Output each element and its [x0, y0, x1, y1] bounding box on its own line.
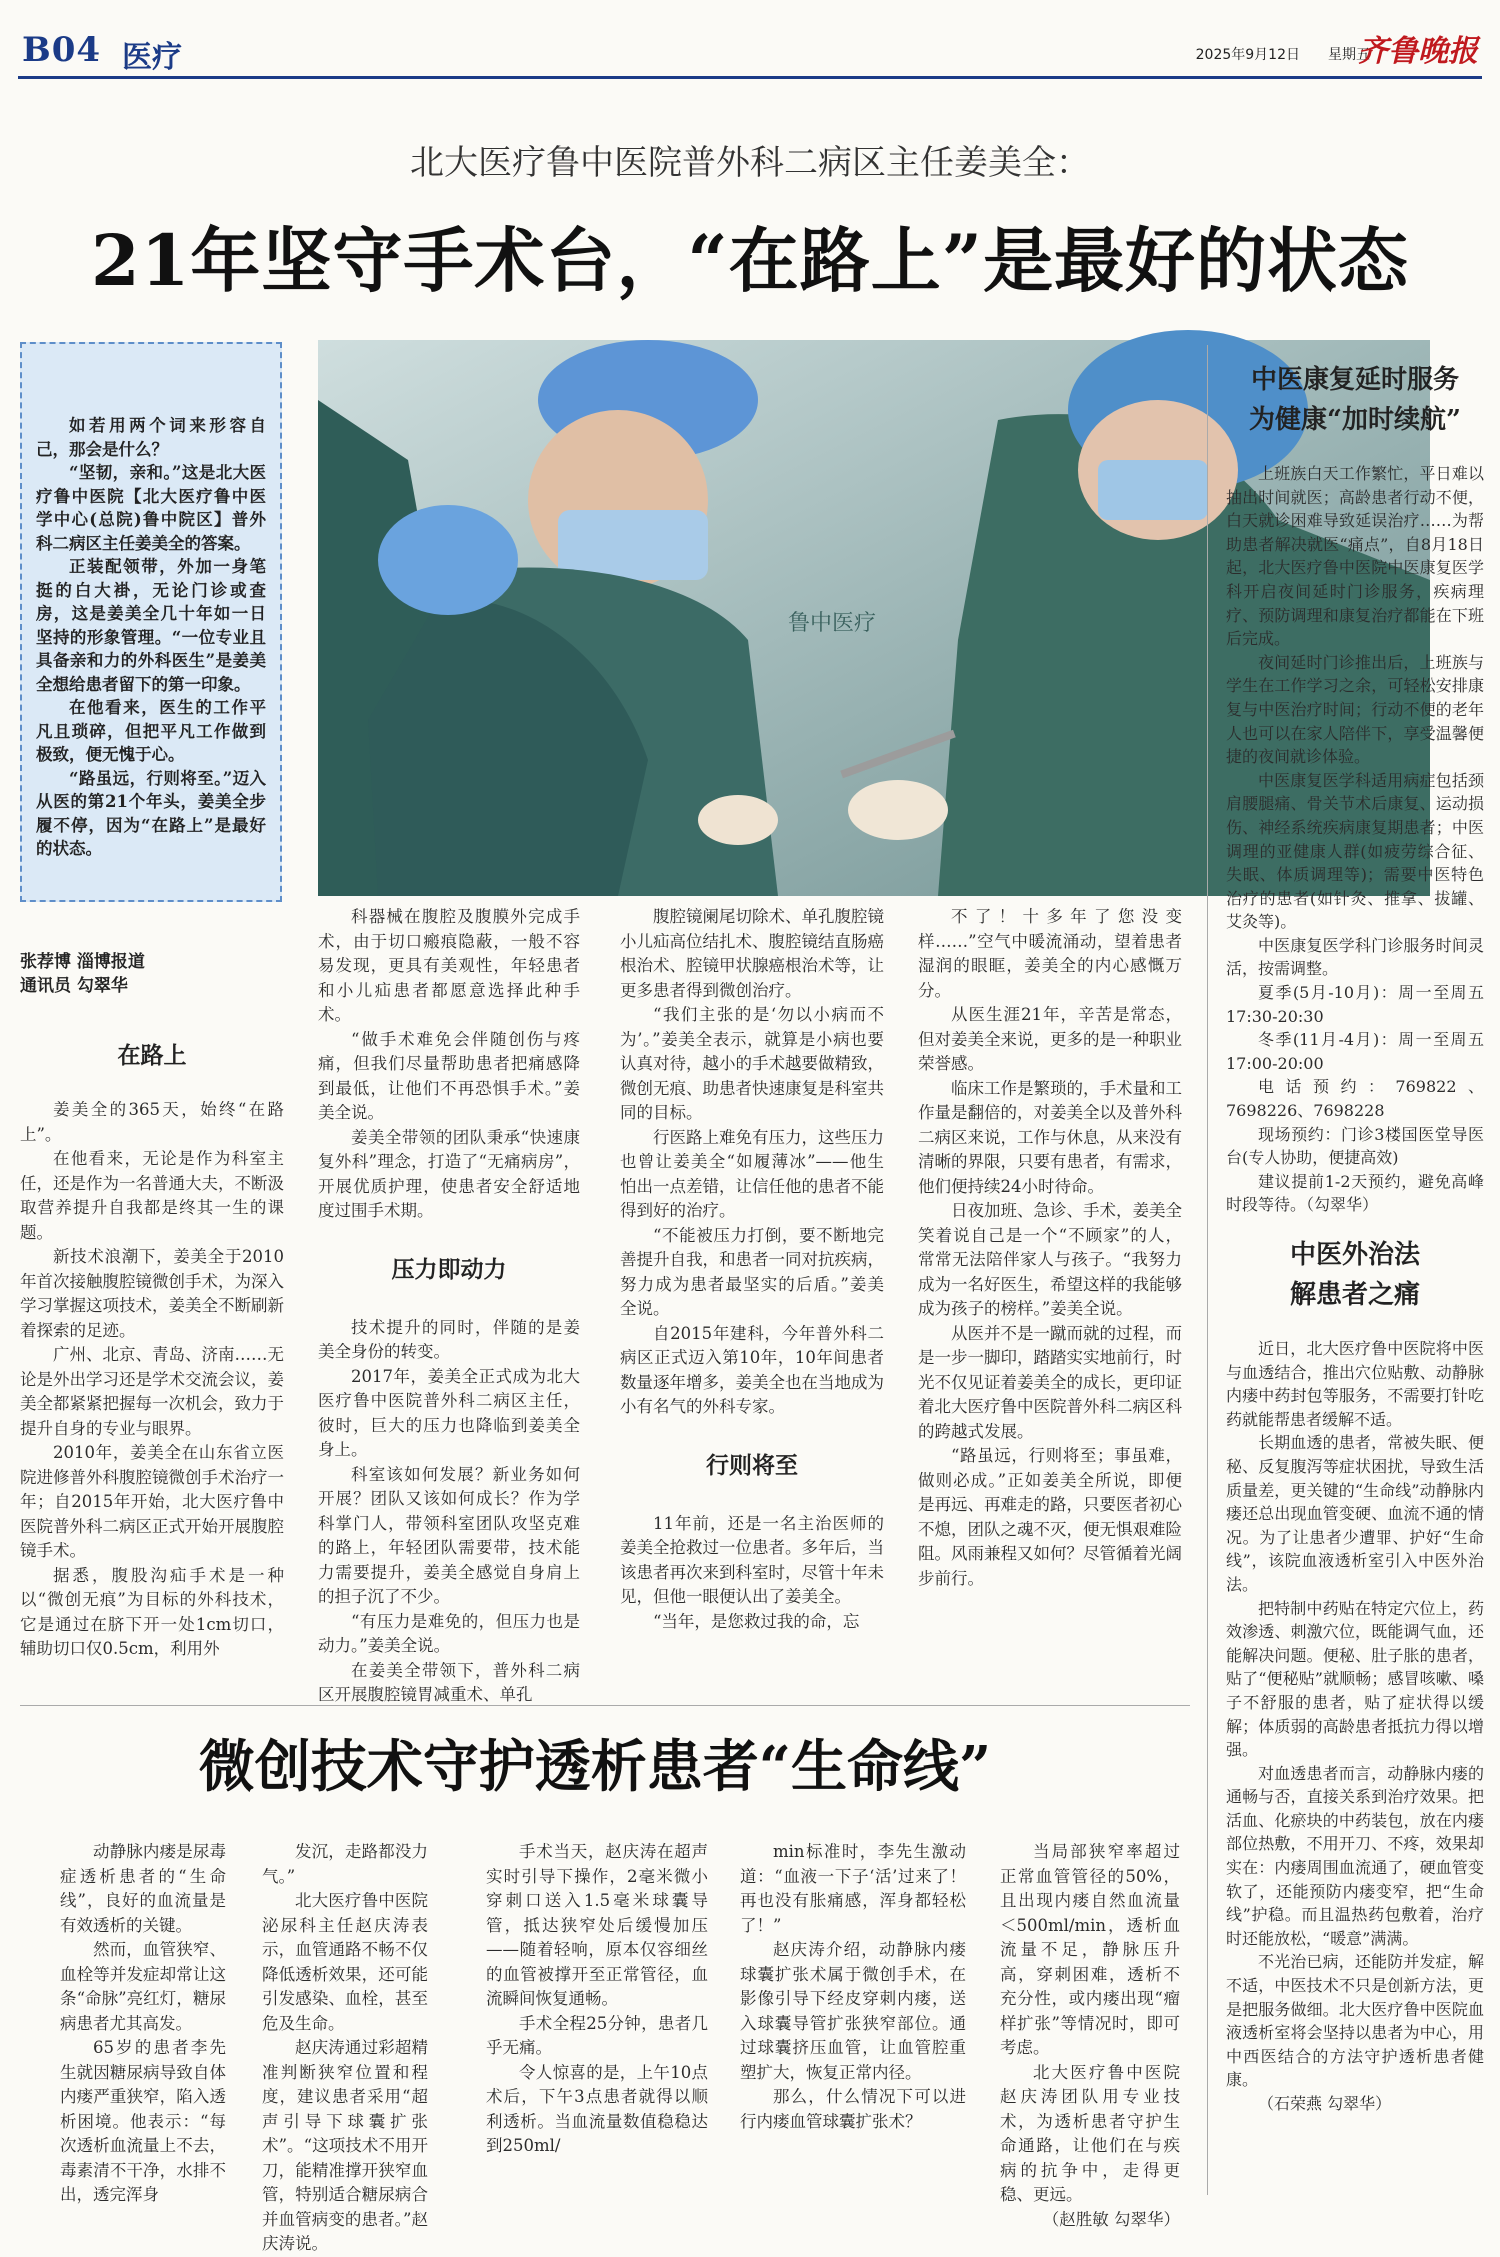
paragraph: 姜美全带领的团队秉承“快速康复外科”理念，打造了“无痛病房”，开展优质护理，使患者安全舒适地度过围手术期。 — [318, 1127, 580, 1220]
paragraph: （石荣燕 勾翠华） — [1258, 2094, 1392, 2113]
article1-column-4 — [918, 905, 1182, 1591]
paragraph: “坚韧，亲和。”这是北大医疗鲁中医院【北大医疗鲁中医学中心(总院)鲁中院区】普外科二病区主任姜美全的答案。 — [36, 463, 266, 553]
paragraph: 腹腔镜阑尾切除术、单孔腹腔镜小儿疝高位结扎术、腹腔镜结直肠癌根治术、腔镜甲状腺癌根治术等，让更多患者得到微创治疗。 — [620, 907, 884, 1000]
paragraph: 现场预约：门诊3楼国医堂导医台(专人协助，便捷高效) — [1226, 1124, 1484, 1168]
paragraph: “做手术难免会伴随创伤与疼痛，但我们尽量帮助患者把痛感降到最低，让他们不再恐惧手术。”姜美全说。 — [318, 1029, 580, 1122]
sidebar-story-2 — [1226, 1235, 1484, 2116]
page-number: B04 — [22, 30, 102, 70]
paragraph: 不光治已病，还能防并发症，解不适，中医技术不只是创新方法，更是把服务做细。北大医疗鲁中医院血液透析室将会坚持以患者为中心，用中西医结合的方法守护透析患者健康。 — [1226, 1952, 1484, 2090]
issue-date: 2025年9月12日 — [1195, 47, 1300, 63]
paragraph: 动静脉内瘘是尿毒症透析患者的“生命线”，良好的血流量是有效透析的关键。 — [60, 1842, 226, 1935]
paragraph: “有压力是难免的，但压力也是动力。”姜美全说。 — [318, 1611, 580, 1655]
sidebar-title-1-line-2: 为健康“加时续航” — [1249, 405, 1461, 435]
paragraph: 行医路上难免有压力，这些压力也曾让姜美全“如履薄冰”——他生怕出一点差错，让信任他的患者不能得到好的治疗。 — [620, 1127, 884, 1220]
issue-weekday: 星期五 — [1328, 47, 1370, 63]
article2-column-5 — [1000, 1840, 1180, 2232]
paragraph: 当局部狭窄率超过正常血管管径的50%，且出现内瘘自然血流量＜500ml/min，透析血流量不足，静脉压升高，穿刺困难，透析不充分性，或内瘘出现“瘤样扩张”等情况时，即可考虑。 — [1000, 1842, 1180, 2057]
paragraph: 11年前，还是一名主治医师的姜美全抢救过一位患者。多年后，当该患者再次来到科室时，尽管十年未见，但他一眼便认出了姜美全。 — [620, 1513, 884, 1606]
article1-col3a-text — [620, 905, 884, 1420]
sidebar-title-2-line-1: 中医外治法 — [1289, 1240, 1420, 1270]
paragraph: 自2015年建科，今年普外科二病区正式迈入第10年，10年间患者数量逐年增多，姜美全也在当地成为小有名气的外科专家。 — [620, 1323, 884, 1416]
paragraph: 临床工作是繁琐的，手术量和工作量是翻倍的，对姜美全以及普外科二病区来说，工作与休息，从来没有清晰的界限，只要有患者，有需求，他们便持续24小时待命。 — [918, 1078, 1182, 1196]
paragraph: 不了！十多年了您没变样……”空气中暖流涌动，望着患者湿润的眼眶，姜美全的内心感慨万分。 — [918, 907, 1182, 1000]
paragraph: 日夜加班、急诊、手术，姜美全笑着说自己是一个“不顾家”的人，常常无法陪伴家人与孩子。“我努力成为一名好医生，希望这样的我能够成为孩子的榜样。”姜美全说。 — [918, 1201, 1182, 1318]
paragraph: 手术全程25分钟，患者几乎无痛。 — [486, 2013, 708, 2057]
paragraph: “路虽远，行则将至。”迈入从医的第21个年头，姜美全步履不停，因为“在路上”是最好的状态。 — [36, 768, 266, 858]
paragraph: “当年，是您救过我的命，忘 — [653, 1611, 860, 1631]
paragraph: 姜美全的365天，始终“在路上”。 — [20, 1100, 284, 1144]
sidebar-2-text — [1226, 1337, 1484, 2116]
paragraph: 中医康复医学科门诊服务时间灵活，按需调整。 — [1226, 935, 1484, 979]
paragraph: 把特制中药贴在特定穴位上，药效渗透、刺激穴位，既能调气血，还能解决问题。便秘、肚子胀的患者，贴了“便秘贴”就顺畅；感冒咳嗽、嗓子不舒服的患者，贴了症状得以缓解；体质弱的高龄患者抵抗力得以增强。 — [1226, 1598, 1484, 1760]
article2-col2-text — [262, 1840, 428, 2257]
paragraph: 赵庆涛通过彩超精准判断狭窄位置和程度，建议患者采用“超声引导下球囊扩张术”。“这项技术不用开刀，能精准撑开狭窄血管，特别适合糖尿病合并血管病变的患者。”赵庆涛说。 — [262, 2038, 428, 2253]
paragraph: 新技术浪潮下，姜美全于2010年首次接触腹腔镜微创手术，为深入学习掌握这项技术，姜美全不断刷新着探索的足迹。 — [20, 1247, 284, 1340]
paragraph: 上班族白天工作繁忙，平日难以抽出时间就医；高龄患者行动不便，白天就诊困难导致延误治疗……为帮助患者解决就医“痛点”，自8月18日起，北大医疗鲁中医院中医康复医学科开启夜间延时门诊服务，疾病理疗、预防调理和康复治疗都能在下班后完成。 — [1226, 464, 1484, 649]
article1-column-1 — [20, 1040, 284, 1662]
lead-text — [36, 414, 266, 861]
article2-column-3 — [486, 1840, 708, 2159]
header-rule — [18, 76, 1482, 79]
sidebar-title-2-line-2: 解患者之痛 — [1289, 1280, 1420, 1310]
sidebar-title-1 — [1226, 360, 1484, 440]
subheading-on-the-road: 在路上 — [117, 1042, 187, 1069]
article1-col3b-text — [620, 1512, 884, 1635]
paragraph: “不能被压力打倒，要不断地完善提升自我，和患者一同对抗疾病，努力成为患者最坚实的后盾。”姜美全说。 — [620, 1225, 884, 1318]
paragraph: 赵庆涛介绍，动静脉内瘘球囊扩张术属于微创手术，在影像引导下经皮穿刺内瘘，送入球囊导管扩张狭窄部位。通过球囊挤压血管，让血管腔重塑扩大，恢复正常内径。 — [740, 1940, 966, 2082]
subheading-keep-going: 行则将至 — [706, 1451, 798, 1479]
paragraph: 在他看来，医生的工作平凡且琐碎，但把平凡工作做到极致，便无愧于心。 — [36, 698, 266, 764]
paragraph: 如若用两个词来形容自己，那会是什么？ — [36, 416, 266, 459]
article2-col1-text — [60, 1840, 226, 2208]
article2-top-rule — [20, 1705, 1190, 1706]
paragraph: 夏季(5月-10月)：周一至周五17:30-20:30 — [1226, 983, 1484, 1026]
paragraph: 2017年，姜美全正式成为北大医疗鲁中医院普外科二病区主任，彼时，巨大的压力也降临到姜美全身上。 — [318, 1366, 580, 1459]
article1-col2b-text — [318, 1316, 580, 1708]
article2-column-1 — [60, 1840, 226, 2208]
article1-col2a-text — [318, 905, 580, 1224]
paragraph: 电话预约：769822、7698226、7698228 — [1226, 1077, 1484, 1121]
paragraph: 长期血透的患者，常被失眠、便秘、反复腹泻等症状困扰，导致生活质量差，更关键的“生命线”动静脉内瘘还总出现血管变硬、血流不通的情况。为了让患者少遭罪、护好“生命线”，该院血液透析室引入中医外治法。 — [1226, 1433, 1484, 1594]
sidebar-story-1 — [1226, 360, 1484, 1217]
paragraph: 据悉，腹股沟疝手术是一种以“微创无痕”为目标的外科技术，它是通过在脐下开一处1cm切口，辅助切口仅0.5cm，利用外 — [20, 1565, 284, 1658]
article-kicker: 北大医疗鲁中医院普外科二病区主任姜美全： — [410, 143, 1090, 183]
article2-col5-text — [1000, 1840, 1180, 2208]
lead-box — [20, 342, 282, 902]
paragraph: 对血透患者而言，动静脉内瘘的通畅与否，直接关系到治疗效果。把活血、化瘀块的中药装包，放在内瘘部位热敷，不用开刀、不疼，效果却实在：内瘘周围血流通了，硬血管变软了，还能预防内瘘变窄，把“生命线”护稳。而且温热药包敷着，治疗时还能放松，“暖意”满满。 — [1226, 1763, 1484, 1948]
paragraph: 科室该如何发展？新业务如何开展？团队又该如何成长？作为学科掌门人，带领科室团队攻坚克难的路上，年轻团队需要带，技术能力需要提升，姜美全感觉自身肩上的担子沉了不少。 — [318, 1464, 580, 1606]
paragraph: 夜间延时门诊推出后，上班族与学生在工作学习之余，可轻松安排康复与中医治疗时间；行动不便的老年人也可以在家人陪伴下，享受温馨便捷的夜间就诊体验。 — [1226, 652, 1484, 767]
paragraph: 建议提前1-2天预约，避免高峰时段等待。（勾翠华） — [1226, 1171, 1484, 1215]
paragraph: “路虽远，行则将至；事虽难，做则必成。”正如姜美全所说，即便是再远、再难走的路，只要医者初心不熄，团队之魂不灭，便无惧艰难险阻。风雨兼程又如何？尽管循着光阔步前行。 — [918, 1446, 1182, 1588]
paragraph: 中医康复医学科适用病症包括颈肩腰腿痛、骨关节术后康复、运动损伤、神经系统疾病康复期患者；中医调理的亚健康人群(如疲劳综合征、失眠、体质调理等)；需要中医特色治疗的患者(如针灸、推拿、拔罐、艾灸等)。 — [1226, 770, 1484, 932]
article2-headline: 微创技术守护透析患者“生命线” — [198, 1734, 992, 1800]
paragraph: 科器械在腹腔及腹膜外完成手术，由于切口瘢痕隐蔽，一般不容易发现，更具有美观性，年轻患者和小儿疝患者都愿意选择此种手术。 — [318, 907, 580, 1024]
article1-col1-text — [20, 1098, 284, 1662]
paragraph: 2010年，姜美全在山东省立医院进修普外科腹腔镜微创手术治疗一年；自2015年开始，北大医疗鲁中医院普外科二病区正式开始开展腹腔镜手术。 — [20, 1443, 284, 1560]
photo-gown-text: 鲁中医疗 — [788, 611, 877, 636]
paragraph: 广州、北京、青岛、济南……无论是外出学习还是学术交流会议，姜美全都紧紧把握每一次机会，致力于提升自身的专业与眼界。 — [20, 1345, 284, 1438]
paragraph: 然而，血管狭窄、血栓等并发症却常让这条“命脉”亮红灯，糖尿病患者尤其高发。 — [60, 1940, 226, 2033]
paragraph: min标准时，李先生激动道：“血液一下子‘活’过来了！再也没有胀痛感，浑身都轻松了！” — [740, 1842, 966, 1935]
paragraph: 那么，什么情况下可以进行内瘘血管球囊扩张术？ — [740, 2087, 966, 2131]
article1-column-3 — [620, 905, 884, 1634]
brand-logo: 齐鲁晚报 — [1358, 34, 1478, 69]
byline — [20, 950, 145, 998]
article-headline: 21年坚守手术台，“在路上”是最好的状态 — [91, 219, 1409, 302]
paragraph: 北大医疗鲁中医院泌尿科主任赵庆涛表示，血管通路不畅不仅降低透析效果，还可能引发感染、血栓，甚至危及生命。 — [262, 1891, 428, 2033]
byline-reporter: 张荐博 淄博报道 — [20, 952, 145, 972]
paragraph: 冬季(11月-4月)：周一至周五17:00-20:00 — [1226, 1030, 1484, 1073]
sidebar-title-2 — [1226, 1235, 1484, 1315]
article1-column-2 — [318, 905, 580, 1708]
subheading-pressure: 压力即动力 — [391, 1255, 507, 1283]
paragraph: 从医生涯21年，辛苦是常态，但对姜美全来说，更多的是一种职业荣誉感。 — [918, 1005, 1182, 1073]
paragraph: 近日，北大医疗鲁中医院将中医与血透结合，推出穴位贴敷、动静脉内瘘中药封包等服务，不需要打针吃药就能帮患者缓解不适。 — [1226, 1339, 1484, 1429]
article2-column-2 — [262, 1840, 428, 2257]
paragraph: 手术当天，赵庆涛在超声实时引导下操作，2毫米微小穿刺口送入1.5毫米球囊导管，抵达狭窄处后缓慢加压——随着轻响，原本仅容细丝的血管被撑开至正常管径，血流瞬间恢复通畅。 — [486, 1842, 708, 2008]
paragraph: 65岁的患者李先生就因糖尿病导致自体内瘘严重狭窄，陷入透析困境。他表示：“每次透析血流量上不去，毒素清不干净，水排不出，透完浑身 — [60, 2038, 226, 2204]
sidebar-title-1-line-1: 中医康复延时服务 — [1250, 365, 1459, 395]
article2-byline: （赵胜敏 勾翠华） — [1042, 2209, 1180, 2229]
article2-col4-text — [740, 1840, 966, 2134]
paragraph: 发沉，走路都没力气。” — [262, 1842, 428, 1886]
paragraph: 从医并不是一蹴而就的过程，而是一步一脚印，踏踏实实地前行，时光不仅见证着姜美全的成长，更印证着北大医疗鲁中医院普外科二病区科的跨越式发展。 — [918, 1323, 1182, 1441]
paragraph: 在他看来，无论是作为科室主任，还是作为一名普通大夫，不断汲取营养提升自我都是终其一生的课题。 — [20, 1149, 284, 1242]
paragraph: 在姜美全带领下，普外科二病区开展腹腔镜胃减重术、单孔 — [318, 1660, 580, 1704]
article2-col3-text — [486, 1840, 708, 2159]
paragraph: “我们主张的是‘勿以小病而不为’。”姜美全表示，就算是小病也要认真对待，越小的手术越要做精致，微创无痕、助患者快速康复是科室共同的目标。 — [620, 1005, 884, 1122]
article2-column-4 — [740, 1840, 966, 2134]
byline-correspondent: 通讯员 勾翠华 — [20, 976, 128, 996]
sidebar-1-text — [1226, 462, 1484, 1217]
paragraph: 令人惊喜的是，上午10点术后，下午3点患者就得以顺利透析。当血流量数值稳稳达到250ml/ — [486, 2062, 708, 2155]
section-name: 医疗 — [122, 40, 182, 75]
sidebar-divider — [1207, 345, 1208, 2195]
paragraph: 技术提升的同时，伴随的是姜美全身份的转变。 — [318, 1317, 580, 1361]
paragraph: 北大医疗鲁中医院赵庆涛团队用专业技术，为透析患者守护生命通路，让他们在与疾病的抗争中，走得更稳、更远。 — [1000, 2062, 1180, 2204]
paragraph: 正装配领带，外加一身笔挺的白大褂，无论门诊或查房，这是姜美全几十年如一日坚持的形象管理。“一位专业且具备亲和力的外科医生”是姜美全想给患者留下的第一印象。 — [36, 557, 266, 694]
article1-col4-text — [918, 905, 1182, 1591]
